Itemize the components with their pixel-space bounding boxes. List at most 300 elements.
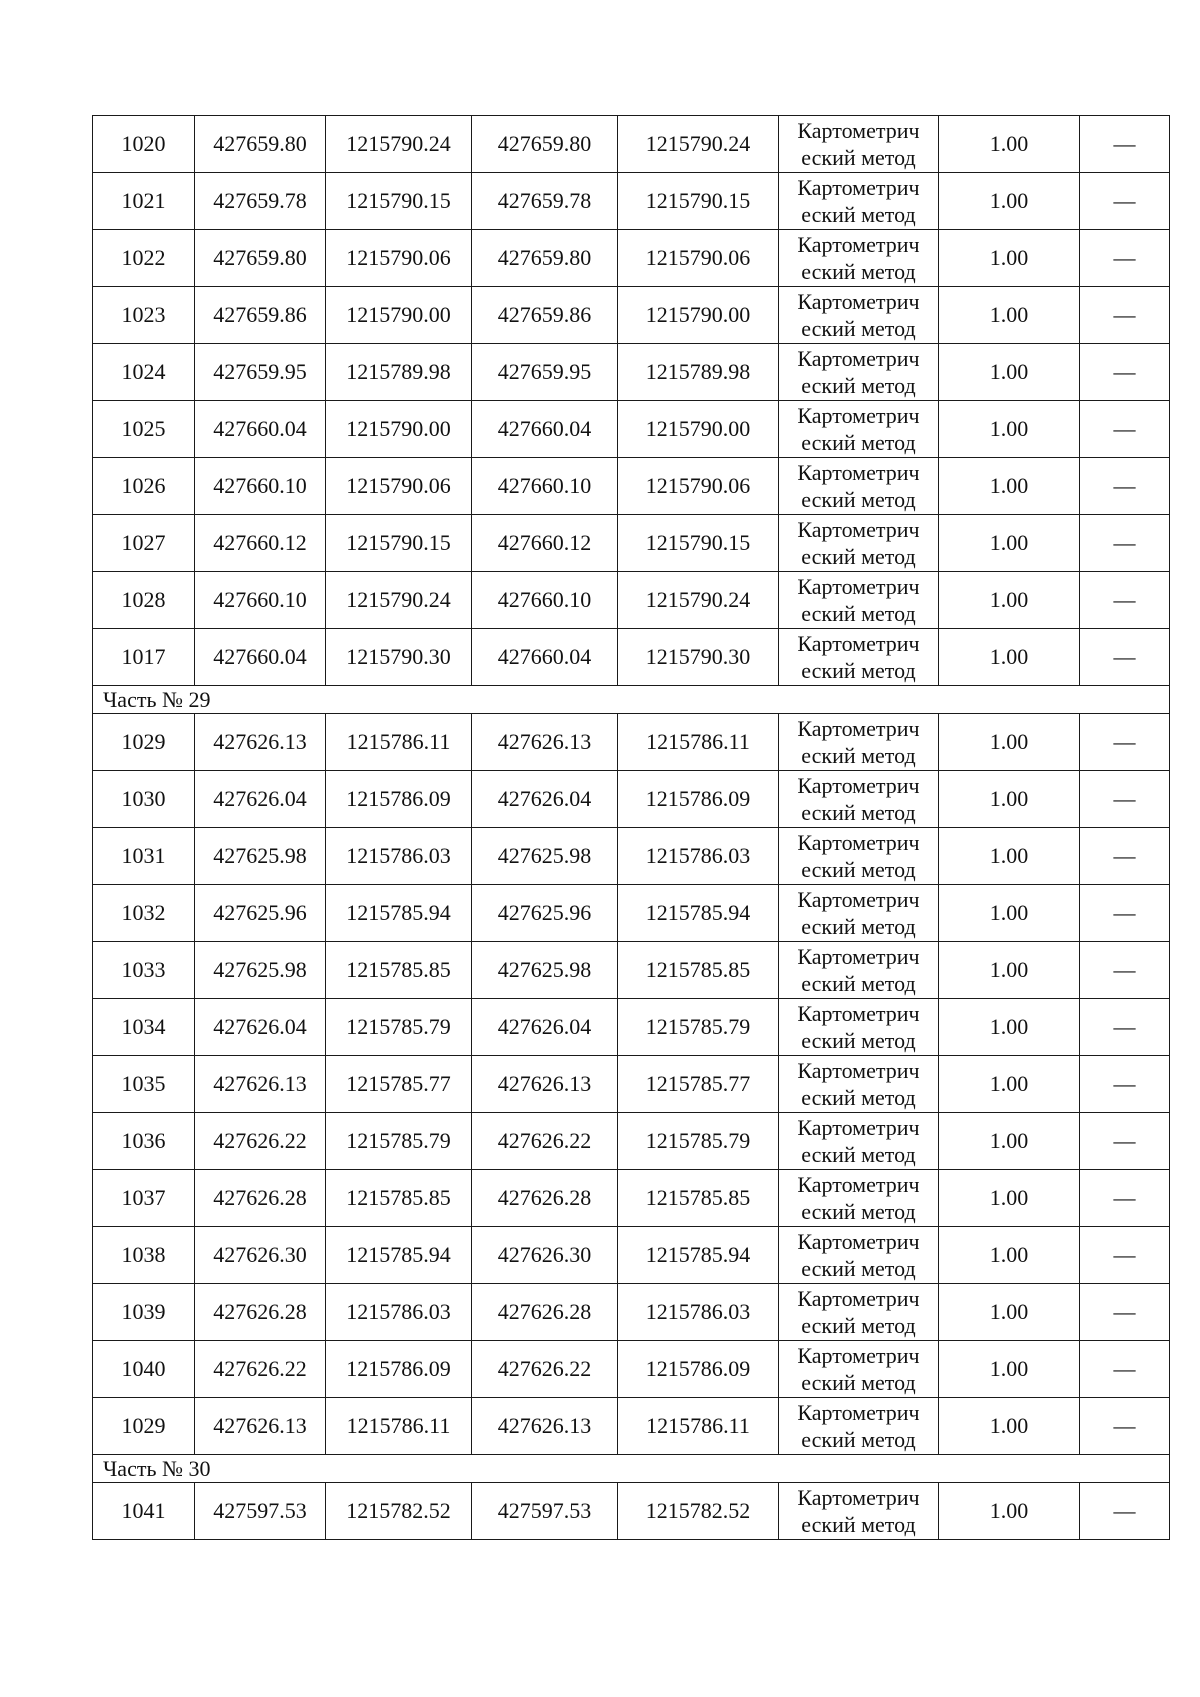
precision-value: 1.00 bbox=[989, 1014, 1029, 1039]
method-cell bbox=[779, 116, 939, 173]
method-cell bbox=[779, 572, 939, 629]
precision-value: 1.00 bbox=[989, 644, 1029, 669]
method-text-line-1: Картометрич bbox=[797, 1343, 920, 1368]
precision-value: 1.00 bbox=[989, 245, 1029, 270]
x-coordinate-2: 427626.13 bbox=[497, 729, 592, 754]
note-cell bbox=[1080, 401, 1170, 458]
x-coordinate-cell bbox=[195, 629, 326, 686]
y-coordinate-2-cell bbox=[618, 572, 779, 629]
point-number: 1021 bbox=[121, 188, 166, 213]
precision-cell bbox=[939, 999, 1080, 1056]
x-coordinate-2: 427659.86 bbox=[497, 302, 592, 327]
y-coordinate-cell bbox=[326, 885, 472, 942]
x-coordinate-cell bbox=[195, 714, 326, 771]
x-coordinate: 427626.04 bbox=[213, 1014, 307, 1039]
y-coordinate: 1215790.15 bbox=[346, 530, 451, 555]
note-dash: — bbox=[1113, 644, 1136, 669]
precision-cell bbox=[939, 230, 1080, 287]
x-coordinate-2-cell bbox=[472, 572, 618, 629]
x-coordinate: 427659.95 bbox=[213, 359, 307, 384]
precision-value: 1.00 bbox=[989, 1185, 1029, 1210]
x-coordinate-2: 427626.30 bbox=[497, 1242, 592, 1267]
x-coordinate-2-cell bbox=[472, 1341, 618, 1398]
precision-value: 1.00 bbox=[989, 1242, 1029, 1267]
point-number: 1017 bbox=[121, 644, 166, 669]
table-row bbox=[93, 885, 1170, 942]
x-coordinate-2: 427626.13 bbox=[497, 1071, 592, 1096]
note-cell bbox=[1080, 1113, 1170, 1170]
x-coordinate: 427626.30 bbox=[213, 1242, 307, 1267]
y-coordinate-2: 1215785.85 bbox=[645, 1185, 751, 1210]
table-row bbox=[93, 771, 1170, 828]
y-coordinate-2-cell bbox=[618, 629, 779, 686]
note-dash: — bbox=[1113, 786, 1136, 811]
method-text-line-1: Картометрич bbox=[797, 118, 920, 143]
table-row bbox=[93, 1170, 1170, 1227]
note-dash: — bbox=[1113, 1185, 1136, 1210]
y-coordinate-2: 1215786.11 bbox=[646, 729, 750, 754]
y-coordinate: 1215785.79 bbox=[346, 1128, 451, 1153]
x-coordinate-cell bbox=[195, 828, 326, 885]
note-dash: — bbox=[1113, 416, 1136, 441]
x-coordinate: 427626.28 bbox=[213, 1185, 307, 1210]
x-coordinate-cell bbox=[195, 1227, 326, 1284]
y-coordinate-cell bbox=[326, 1113, 472, 1170]
precision-cell bbox=[939, 401, 1080, 458]
x-coordinate-2: 427625.98 bbox=[497, 957, 592, 982]
x-coordinate-cell bbox=[195, 230, 326, 287]
y-coordinate: 1215790.15 bbox=[346, 188, 451, 213]
table-row bbox=[93, 1398, 1170, 1455]
y-coordinate: 1215790.00 bbox=[346, 302, 451, 327]
point-number: 1026 bbox=[121, 473, 166, 498]
x-coordinate-cell bbox=[195, 173, 326, 230]
method-cell bbox=[779, 1284, 939, 1341]
method-text-line-1: Картометрич bbox=[797, 289, 920, 314]
note-dash: — bbox=[1113, 245, 1136, 270]
x-coordinate-2: 427626.22 bbox=[497, 1356, 592, 1381]
method-text-line-2: еский метод bbox=[801, 316, 916, 341]
method-text-line-1: Картометрич bbox=[797, 517, 920, 542]
precision-cell bbox=[939, 885, 1080, 942]
note-dash: — bbox=[1113, 587, 1136, 612]
point-number-cell bbox=[93, 1284, 195, 1341]
point-number: 1037 bbox=[121, 1185, 166, 1210]
y-coordinate-cell bbox=[326, 1341, 472, 1398]
point-number-cell bbox=[93, 1056, 195, 1113]
note-dash: — bbox=[1113, 473, 1136, 498]
x-coordinate-cell bbox=[195, 999, 326, 1056]
part-header-row bbox=[93, 686, 1170, 714]
method-text-line-1: Картометрич bbox=[797, 1172, 920, 1197]
y-coordinate-2: 1215790.15 bbox=[645, 530, 751, 555]
table-row bbox=[93, 629, 1170, 686]
y-coordinate-cell bbox=[326, 515, 472, 572]
x-coordinate-2-cell bbox=[472, 942, 618, 999]
point-number: 1032 bbox=[121, 900, 166, 925]
note-cell bbox=[1080, 230, 1170, 287]
method-cell bbox=[779, 828, 939, 885]
point-number: 1036 bbox=[121, 1128, 166, 1153]
x-coordinate: 427660.12 bbox=[213, 530, 307, 555]
y-coordinate-2-cell bbox=[618, 771, 779, 828]
method-text-line-2: еский метод bbox=[801, 1370, 916, 1395]
note-cell bbox=[1080, 344, 1170, 401]
table-row bbox=[93, 942, 1170, 999]
y-coordinate-2: 1215785.79 bbox=[645, 1128, 751, 1153]
precision-value: 1.00 bbox=[989, 1498, 1029, 1523]
y-coordinate-2: 1215790.06 bbox=[645, 473, 751, 498]
point-number-cell bbox=[93, 1483, 195, 1540]
y-coordinate-cell bbox=[326, 1170, 472, 1227]
x-coordinate: 427659.86 bbox=[213, 302, 307, 327]
precision-cell bbox=[939, 629, 1080, 686]
y-coordinate-2-cell bbox=[618, 1056, 779, 1113]
table-row bbox=[93, 1113, 1170, 1170]
y-coordinate-2: 1215790.15 bbox=[645, 188, 751, 213]
precision-cell bbox=[939, 116, 1080, 173]
point-number-cell bbox=[93, 515, 195, 572]
x-coordinate-2: 427626.04 bbox=[497, 786, 592, 811]
method-text-line-2: еский метод bbox=[801, 430, 916, 455]
point-number: 1035 bbox=[121, 1071, 166, 1096]
part-label: Часть № 29 bbox=[103, 686, 211, 712]
part-header-cell bbox=[93, 1455, 1170, 1483]
method-text-line-1: Картометрич bbox=[797, 944, 920, 969]
precision-value: 1.00 bbox=[989, 786, 1029, 811]
precision-cell bbox=[939, 1113, 1080, 1170]
note-cell bbox=[1080, 885, 1170, 942]
note-dash: — bbox=[1113, 1242, 1136, 1267]
x-coordinate: 427626.13 bbox=[213, 729, 307, 754]
x-coordinate-2-cell bbox=[472, 1483, 618, 1540]
method-cell bbox=[779, 1170, 939, 1227]
table-row bbox=[93, 572, 1170, 629]
x-coordinate-cell bbox=[195, 1483, 326, 1540]
x-coordinate: 427660.04 bbox=[213, 644, 307, 669]
precision-value: 1.00 bbox=[989, 729, 1029, 754]
method-text-line-2: еский метод bbox=[801, 1313, 916, 1338]
x-coordinate-2-cell bbox=[472, 230, 618, 287]
method-text-line-1: Картометрич bbox=[797, 403, 920, 428]
method-text-line-2: еский метод bbox=[801, 743, 916, 768]
x-coordinate-2: 427660.10 bbox=[497, 473, 592, 498]
y-coordinate-2: 1215790.24 bbox=[645, 587, 751, 612]
x-coordinate-2-cell bbox=[472, 1170, 618, 1227]
x-coordinate-2: 427625.98 bbox=[497, 843, 592, 868]
x-coordinate-cell bbox=[195, 1341, 326, 1398]
table-row bbox=[93, 458, 1170, 515]
method-text-line-2: еский метод bbox=[801, 1256, 916, 1281]
y-coordinate: 1215785.94 bbox=[346, 1242, 451, 1267]
y-coordinate-cell bbox=[326, 1483, 472, 1540]
note-dash: — bbox=[1113, 188, 1136, 213]
method-cell bbox=[779, 344, 939, 401]
table-body bbox=[93, 116, 1170, 1540]
note-dash: — bbox=[1113, 530, 1136, 555]
x-coordinate: 427660.10 bbox=[213, 587, 307, 612]
x-coordinate-cell bbox=[195, 1170, 326, 1227]
method-text-line-2: еский метод bbox=[801, 373, 916, 398]
y-coordinate-cell bbox=[326, 1284, 472, 1341]
table-row bbox=[93, 1056, 1170, 1113]
point-number-cell bbox=[93, 572, 195, 629]
method-cell bbox=[779, 1227, 939, 1284]
precision-cell bbox=[939, 828, 1080, 885]
x-coordinate-2-cell bbox=[472, 1284, 618, 1341]
y-coordinate-2-cell bbox=[618, 1227, 779, 1284]
point-number: 1029 bbox=[121, 1413, 166, 1438]
method-text-line-2: еский метод bbox=[801, 544, 916, 569]
method-text-line-2: еский метод bbox=[801, 1199, 916, 1224]
y-coordinate-2: 1215785.94 bbox=[645, 900, 751, 925]
method-text-line-1: Картометрич bbox=[797, 574, 920, 599]
precision-value: 1.00 bbox=[989, 1299, 1029, 1324]
method-text-line-1: Картометрич bbox=[797, 1400, 920, 1425]
note-dash: — bbox=[1113, 843, 1136, 868]
method-text-line-1: Картометрич bbox=[797, 1058, 920, 1083]
table-row bbox=[93, 999, 1170, 1056]
method-cell bbox=[779, 230, 939, 287]
x-coordinate-2: 427625.96 bbox=[497, 900, 592, 925]
y-coordinate-2: 1215790.00 bbox=[645, 416, 751, 441]
method-text-line-1: Картометрич bbox=[797, 232, 920, 257]
coordinates-table bbox=[92, 115, 1170, 1540]
x-coordinate-2-cell bbox=[472, 1227, 618, 1284]
x-coordinate-2-cell bbox=[472, 771, 618, 828]
table-row bbox=[93, 1341, 1170, 1398]
x-coordinate-2: 427626.28 bbox=[497, 1185, 592, 1210]
method-text-line-2: еский метод bbox=[801, 857, 916, 882]
note-cell bbox=[1080, 572, 1170, 629]
note-cell bbox=[1080, 1056, 1170, 1113]
x-coordinate-2: 427660.04 bbox=[497, 644, 592, 669]
y-coordinate-2: 1215785.85 bbox=[645, 957, 751, 982]
part-label: Часть № 30 bbox=[103, 1455, 211, 1481]
point-number-cell bbox=[93, 714, 195, 771]
precision-value: 1.00 bbox=[989, 1356, 1029, 1381]
x-coordinate-2-cell bbox=[472, 515, 618, 572]
x-coordinate-2-cell bbox=[472, 714, 618, 771]
point-number-cell bbox=[93, 458, 195, 515]
precision-value: 1.00 bbox=[989, 359, 1029, 384]
x-coordinate: 427626.28 bbox=[213, 1299, 307, 1324]
point-number-cell bbox=[93, 173, 195, 230]
note-dash: — bbox=[1113, 1356, 1136, 1381]
y-coordinate-2: 1215785.94 bbox=[645, 1242, 751, 1267]
y-coordinate-2-cell bbox=[618, 401, 779, 458]
x-coordinate-2: 427659.80 bbox=[497, 245, 592, 270]
note-dash: — bbox=[1113, 1014, 1136, 1039]
table-row bbox=[93, 287, 1170, 344]
method-cell bbox=[779, 173, 939, 230]
x-coordinate-2-cell bbox=[472, 458, 618, 515]
precision-cell bbox=[939, 173, 1080, 230]
point-number-cell bbox=[93, 1170, 195, 1227]
y-coordinate-cell bbox=[326, 458, 472, 515]
method-text-line-1: Картометрич bbox=[797, 1001, 920, 1026]
point-number: 1040 bbox=[121, 1356, 166, 1381]
y-coordinate-cell bbox=[326, 828, 472, 885]
table-row bbox=[93, 1483, 1170, 1540]
method-text-line-1: Картометрич bbox=[797, 830, 920, 855]
y-coordinate-2-cell bbox=[618, 714, 779, 771]
point-number: 1025 bbox=[121, 416, 166, 441]
y-coordinate-2-cell bbox=[618, 999, 779, 1056]
part-header-row bbox=[93, 1455, 1170, 1483]
precision-cell bbox=[939, 1398, 1080, 1455]
table-row bbox=[93, 1227, 1170, 1284]
x-coordinate-2-cell bbox=[472, 1113, 618, 1170]
method-cell bbox=[779, 1483, 939, 1540]
method-cell bbox=[779, 942, 939, 999]
precision-value: 1.00 bbox=[989, 1071, 1029, 1096]
precision-value: 1.00 bbox=[989, 131, 1029, 156]
note-cell bbox=[1080, 999, 1170, 1056]
precision-cell bbox=[939, 1341, 1080, 1398]
method-text-line-1: Картометрич bbox=[797, 1286, 920, 1311]
x-coordinate-2-cell bbox=[472, 828, 618, 885]
point-number-cell bbox=[93, 230, 195, 287]
precision-cell bbox=[939, 1170, 1080, 1227]
y-coordinate-2-cell bbox=[618, 1113, 779, 1170]
x-coordinate: 427625.96 bbox=[213, 900, 307, 925]
method-text-line-1: Картометрич bbox=[797, 887, 920, 912]
note-cell bbox=[1080, 173, 1170, 230]
point-number-cell bbox=[93, 287, 195, 344]
method-text-line-2: еский метод bbox=[801, 658, 916, 683]
y-coordinate-2: 1215790.30 bbox=[645, 644, 751, 669]
x-coordinate-2: 427626.04 bbox=[497, 1014, 592, 1039]
x-coordinate-2: 427626.28 bbox=[497, 1299, 592, 1324]
y-coordinate-cell bbox=[326, 401, 472, 458]
x-coordinate-cell bbox=[195, 401, 326, 458]
table-row bbox=[93, 515, 1170, 572]
point-number: 1034 bbox=[121, 1014, 166, 1039]
note-cell bbox=[1080, 1170, 1170, 1227]
point-number: 1022 bbox=[121, 245, 166, 270]
y-coordinate-cell bbox=[326, 173, 472, 230]
x-coordinate-2-cell bbox=[472, 344, 618, 401]
precision-value: 1.00 bbox=[989, 1128, 1029, 1153]
y-coordinate: 1215785.77 bbox=[346, 1071, 451, 1096]
y-coordinate-cell bbox=[326, 629, 472, 686]
point-number: 1039 bbox=[121, 1299, 166, 1324]
y-coordinate-2-cell bbox=[618, 287, 779, 344]
table-row bbox=[93, 230, 1170, 287]
y-coordinate-cell bbox=[326, 942, 472, 999]
y-coordinate-cell bbox=[326, 1056, 472, 1113]
note-cell bbox=[1080, 515, 1170, 572]
x-coordinate-2: 427660.10 bbox=[497, 587, 592, 612]
y-coordinate-2: 1215790.00 bbox=[645, 302, 751, 327]
x-coordinate: 427625.98 bbox=[213, 843, 307, 868]
x-coordinate-2-cell bbox=[472, 116, 618, 173]
method-cell bbox=[779, 629, 939, 686]
y-coordinate: 1215790.06 bbox=[346, 245, 451, 270]
note-cell bbox=[1080, 458, 1170, 515]
y-coordinate-2-cell bbox=[618, 116, 779, 173]
x-coordinate: 427626.13 bbox=[213, 1071, 307, 1096]
note-cell bbox=[1080, 771, 1170, 828]
x-coordinate-2: 427626.22 bbox=[497, 1128, 592, 1153]
y-coordinate: 1215790.00 bbox=[346, 416, 451, 441]
point-number-cell bbox=[93, 344, 195, 401]
point-number-cell bbox=[93, 828, 195, 885]
method-text-line-2: еский метод bbox=[801, 914, 916, 939]
x-coordinate-2-cell bbox=[472, 999, 618, 1056]
method-text-line-1: Картометрич bbox=[797, 1485, 920, 1510]
precision-cell bbox=[939, 714, 1080, 771]
point-number-cell bbox=[93, 885, 195, 942]
precision-cell bbox=[939, 942, 1080, 999]
x-coordinate-cell bbox=[195, 1398, 326, 1455]
y-coordinate-2: 1215786.03 bbox=[645, 843, 751, 868]
point-number-cell bbox=[93, 401, 195, 458]
note-dash: — bbox=[1113, 131, 1136, 156]
method-cell bbox=[779, 885, 939, 942]
x-coordinate-cell bbox=[195, 515, 326, 572]
point-number-cell bbox=[93, 942, 195, 999]
x-coordinate-2-cell bbox=[472, 173, 618, 230]
part-header-cell bbox=[93, 686, 1170, 714]
y-coordinate: 1215785.79 bbox=[346, 1014, 451, 1039]
method-cell bbox=[779, 515, 939, 572]
x-coordinate: 427625.98 bbox=[213, 957, 307, 982]
x-coordinate-cell bbox=[195, 344, 326, 401]
point-number-cell bbox=[93, 999, 195, 1056]
method-text-line-1: Картометрич bbox=[797, 346, 920, 371]
point-number-cell bbox=[93, 629, 195, 686]
table-row bbox=[93, 173, 1170, 230]
note-dash: — bbox=[1113, 1413, 1136, 1438]
note-cell bbox=[1080, 714, 1170, 771]
x-coordinate-2: 427659.95 bbox=[497, 359, 592, 384]
precision-value: 1.00 bbox=[989, 1413, 1029, 1438]
x-coordinate: 427626.22 bbox=[213, 1356, 307, 1381]
y-coordinate-cell bbox=[326, 230, 472, 287]
precision-value: 1.00 bbox=[989, 473, 1029, 498]
x-coordinate: 427626.04 bbox=[213, 786, 307, 811]
method-text-line-1: Картометрич bbox=[797, 460, 920, 485]
method-cell bbox=[779, 1398, 939, 1455]
precision-cell bbox=[939, 771, 1080, 828]
y-coordinate-2-cell bbox=[618, 1170, 779, 1227]
note-dash: — bbox=[1113, 1498, 1136, 1523]
x-coordinate: 427626.13 bbox=[213, 1413, 307, 1438]
note-cell bbox=[1080, 942, 1170, 999]
x-coordinate-cell bbox=[195, 1113, 326, 1170]
point-number: 1023 bbox=[121, 302, 166, 327]
x-coordinate-2-cell bbox=[472, 1056, 618, 1113]
precision-value: 1.00 bbox=[989, 302, 1029, 327]
precision-value: 1.00 bbox=[989, 188, 1029, 213]
precision-value: 1.00 bbox=[989, 843, 1029, 868]
x-coordinate-2: 427660.04 bbox=[497, 416, 592, 441]
method-text-line-2: еский метод bbox=[801, 1028, 916, 1053]
point-number-cell bbox=[93, 1113, 195, 1170]
x-coordinate-2-cell bbox=[472, 1398, 618, 1455]
method-text-line-1: Картометрич bbox=[797, 175, 920, 200]
y-coordinate-2-cell bbox=[618, 942, 779, 999]
y-coordinate-cell bbox=[326, 714, 472, 771]
note-cell bbox=[1080, 287, 1170, 344]
y-coordinate: 1215789.98 bbox=[346, 359, 451, 384]
precision-cell bbox=[939, 515, 1080, 572]
y-coordinate-2-cell bbox=[618, 1341, 779, 1398]
x-coordinate-2-cell bbox=[472, 629, 618, 686]
note-dash: — bbox=[1113, 359, 1136, 384]
